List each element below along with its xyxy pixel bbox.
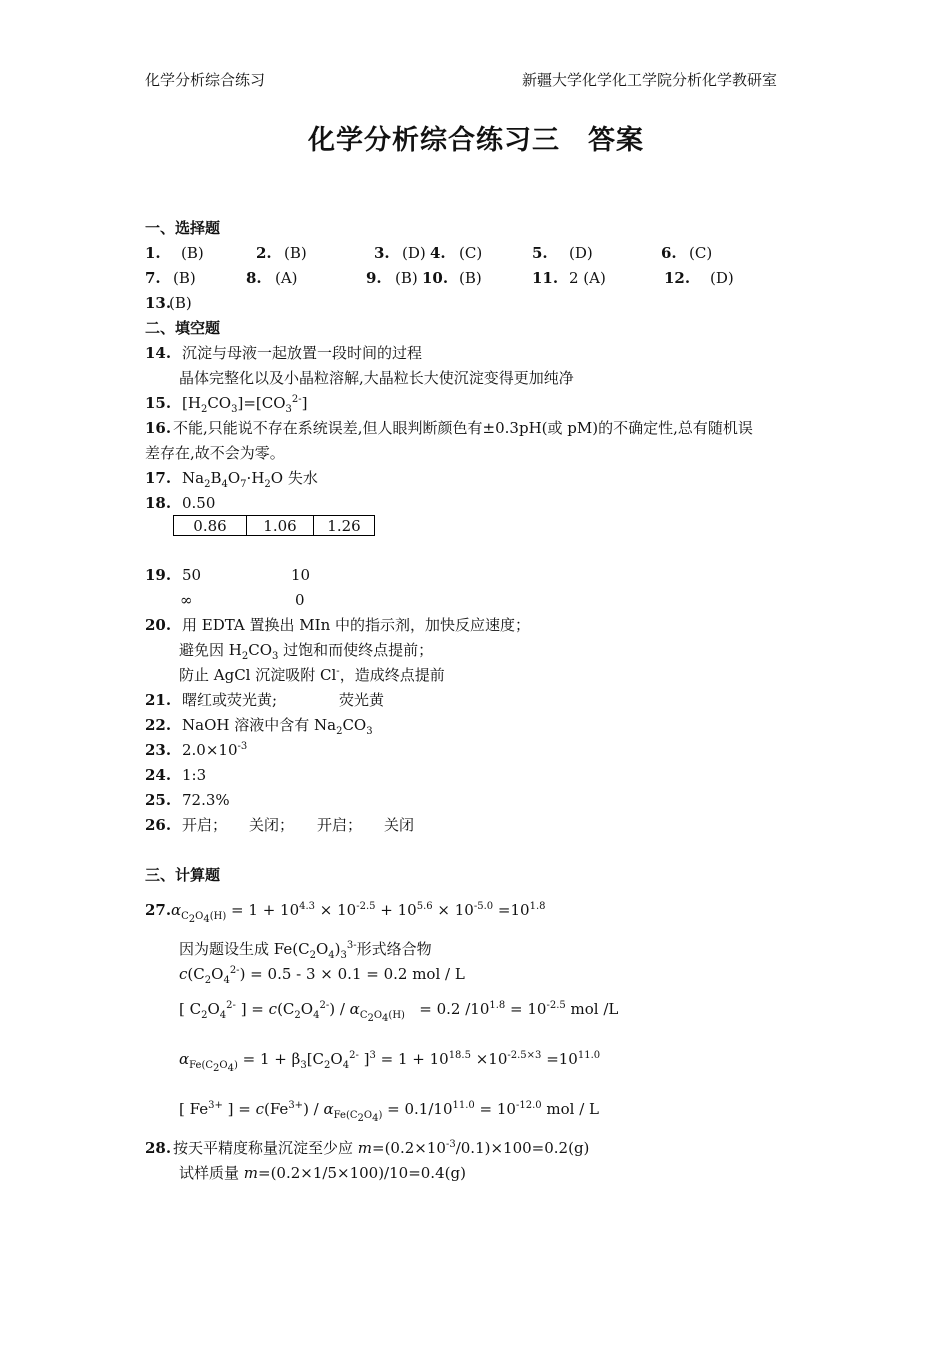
q19-number: 19.	[145, 566, 172, 584]
q1-number: 1.	[145, 244, 161, 262]
q12-number: 12.	[664, 269, 691, 287]
section-heading-calc: 三、计算题	[145, 866, 221, 884]
q22-answer: NaOH 溶液中含有 $Na_2CO_3$	[182, 716, 373, 737]
q2-number: 2.	[256, 244, 272, 262]
q7-number: 7.	[145, 269, 161, 287]
q16-line1: 不能,只能说不存在系统误差,但人眼判断颜色有±0.3pH(或 pM)的不确定性,总有随机误	[173, 419, 753, 437]
q23-answer	[182, 740, 247, 760]
q21-b: 荧光黄	[339, 691, 385, 709]
q13-answer: (B)	[169, 294, 192, 312]
q4-number: 4.	[430, 244, 446, 262]
q14-number: 14.	[145, 344, 172, 362]
q20-line2b: CO	[248, 641, 273, 659]
q27-line2-suffix: 形式络合物	[356, 940, 432, 958]
q27-number: 27.	[145, 901, 172, 919]
q7-answer: (B)	[173, 269, 196, 287]
q27-eq3: [ $C_2O_4^{2-}$ ] = $c(C_2O_4^{2-}) / \alpha_{C_2O_4(H)} = 0.2$ $/10^{1.8} = 10^{-2.5}$ mol /L	[179, 1000, 619, 1024]
q26-number: 26.	[145, 816, 172, 834]
q27-eq4: $\alpha_{Fe(C_2O_4)} = 1 + \beta_3[C_2O_4^{2-}$ ]$^3 = 1 + 10^{18.5} \times 10^{-2.5\times 3} =10^{11.0}$	[179, 1050, 601, 1074]
q20-number: 20.	[145, 616, 172, 634]
q18-cell-1: 0.86	[174, 516, 247, 536]
q25-number: 25.	[145, 791, 172, 809]
q19-a: 50	[182, 566, 202, 584]
q3-number: 3.	[374, 244, 390, 262]
q24-number: 24.	[145, 766, 172, 784]
q11-number: 11.	[532, 269, 559, 287]
q18-number: 18.	[145, 494, 172, 512]
q20-line2a: 避免因 H	[179, 641, 242, 659]
q20-line2c: 过饱和而使终点提前；	[283, 641, 434, 659]
q22-number: 22.	[145, 716, 172, 734]
q14-line2: 晶体完整化以及小晶粒溶解,大晶粒长大使沉淀变得更加纯净	[179, 369, 574, 387]
page-title: 化学分析综合练习三 答案	[308, 125, 644, 156]
q8-number: 8.	[246, 269, 262, 287]
q19-c: ∞	[180, 591, 193, 609]
q28-number: 28.	[145, 1139, 172, 1157]
q23-number: 23.	[145, 741, 172, 759]
q8-answer: (A)	[275, 269, 298, 287]
q15-formula: $[H_2CO_3]=[CO_3^{2-}]$	[182, 394, 308, 415]
q4-answer: (C)	[459, 244, 483, 262]
section-heading-choice: 一、选择题	[145, 219, 221, 237]
q2-answer: (B)	[284, 244, 307, 262]
q18-table	[173, 515, 375, 536]
q14-line1: 沉淀与母液一起放置一段时间的过程	[182, 344, 423, 362]
q10-number: 10.	[422, 269, 449, 287]
q24-answer: 1:3	[182, 766, 207, 784]
q17-number: 17.	[145, 469, 172, 487]
q22-text: NaOH 溶液中含有 Na	[182, 716, 337, 734]
q21-a: 曙红或荧光黄;	[182, 691, 278, 709]
q23-mantissa: 2.0×10	[182, 741, 238, 759]
header-right: 新疆大学化学化工学院分析化学教研室	[522, 71, 778, 89]
q20-line3b: ，造成终点提前	[339, 666, 445, 684]
q27-eq1: $\alpha_{C_2O_4(H)} = 1 + 10^{4.3} \times 10^{-2.5} + 10^{5.6} \times 10^{-5.0} =10^{1.8}$	[171, 901, 546, 925]
q3-answer: (D)	[402, 244, 426, 262]
q27-eq2: $c(C_2O_4^{2-}) = 0.5 - 3 \times 0.1 = 0.2$ mol / L	[179, 965, 465, 986]
q28-line1: 按天平精度称量沉淀至少应 $m=(0.2\times 10^{-3}/0.1)\times 100=0.2(g)$	[173, 1139, 590, 1157]
q6-number: 6.	[661, 244, 677, 262]
q5-number: 5.	[532, 244, 548, 262]
section-heading-fill: 二、填空题	[145, 319, 221, 337]
q11-answer: 2 (A)	[569, 269, 606, 287]
q18-cell-2: 1.06	[247, 516, 314, 536]
q27-eq5: [ $Fe^{3+}$ ] = $c(Fe^{3+}) / \alpha_{Fe(C_2O_4)} = 0.1/10^{11.0} = 10^{-12.0}$ mol / L	[179, 1100, 599, 1124]
q18-cell-3: 1.26	[314, 516, 375, 536]
q1-answer: (B)	[181, 244, 204, 262]
q10-answer: (B)	[459, 269, 482, 287]
q12-answer: (D)	[710, 269, 734, 287]
q20-line3: 防止 AgCl 沉淀吸附 Cl-，造成终点提前	[179, 666, 445, 684]
q15-number: 15.	[145, 394, 172, 412]
q20-line2: 避免因 $H_2CO_3$ 过饱和而使终点提前；	[179, 641, 434, 662]
q26-d: 关闭	[384, 816, 415, 834]
q20-line3a: 防止 AgCl 沉淀吸附 Cl	[179, 666, 337, 684]
q17-formula: $Na_2B_4O_7\cdot H_2O$ 失水	[182, 469, 318, 490]
q27-line2: 因为题设生成 $Fe(C_2O_4)_3^{3-}$形式络合物	[179, 940, 432, 961]
q26-c: 开启；	[317, 816, 363, 834]
q28-line1-pre: 按天平精度称量沉淀至少应	[173, 1139, 358, 1157]
q26-a: 开启；	[182, 816, 228, 834]
q5-answer: (D)	[569, 244, 593, 262]
q19-b: 10	[291, 566, 311, 584]
q16-line2: 差存在,故不会为零。	[145, 444, 285, 462]
q27-line2-pre: 因为题设生成 Fe(C	[179, 940, 310, 958]
q13-number: 13.	[145, 294, 172, 312]
q28-line2: 试样质量 m=(0.2×1/5×100)/10=0.4(g)	[179, 1164, 466, 1182]
q17-suffix: 失水	[287, 469, 318, 487]
q23-exponent: -3	[237, 741, 248, 752]
q21-number: 21.	[145, 691, 172, 709]
q26-b: 关闭；	[249, 816, 295, 834]
q9-number: 9.	[366, 269, 382, 287]
q6-answer: (C)	[689, 244, 713, 262]
header-left: 化学分析综合练习	[145, 71, 266, 89]
q28-line2-pre: 试样质量	[179, 1164, 244, 1182]
q25-answer: 72.3%	[182, 791, 230, 809]
q20-line1: 用 EDTA 置换出 MIn 中的指示剂，加快反应速度；	[182, 616, 531, 634]
q18-value: 0.50	[182, 494, 216, 512]
q19-d: 0	[295, 591, 305, 609]
q16-number: 16.	[145, 419, 172, 437]
q9-answer: (B)	[395, 269, 418, 287]
